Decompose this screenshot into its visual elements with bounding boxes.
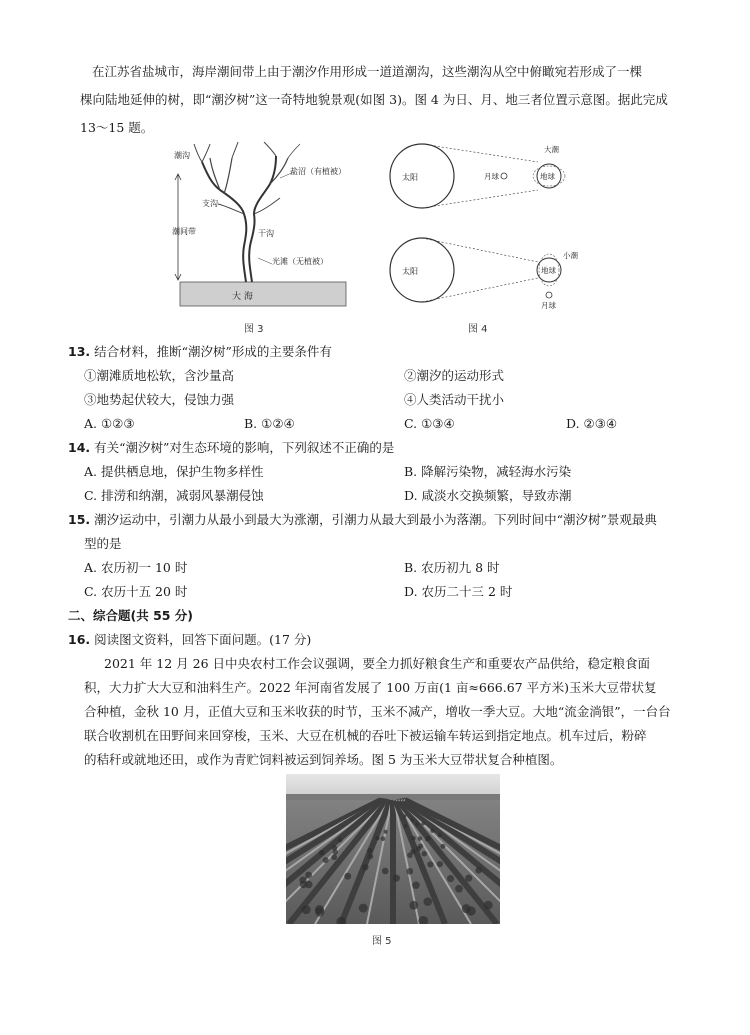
soybean-plant (440, 844, 445, 849)
soybean-plant (467, 906, 476, 915)
label-main-creek: 干沟 (258, 229, 274, 238)
soybean-plant (382, 868, 389, 875)
question-14-stem: 有关“潮汐树”对生态环境的影响，下列叙述不正确的是 (94, 440, 395, 455)
question-15 (68, 510, 657, 530)
figure-3-tidal-tree (172, 140, 352, 320)
sun-top (390, 144, 454, 208)
soybean-plant (407, 852, 413, 858)
soybean-plant (438, 833, 442, 837)
figure-3-caption: 图 3 (244, 324, 264, 335)
q16-para-line-3: 合种植，金秋 10 月，正值大豆和玉米收获的时节，玉米不减产，增收一季大豆。大地“流金淌银”，一台台 (84, 704, 671, 719)
q13-item-2: ②潮汐的运动形式 (404, 368, 505, 383)
tide-top-label: 大潮 (544, 145, 559, 154)
soybean-plant (447, 875, 454, 882)
soybean-plant (403, 814, 406, 817)
q15-option-b[interactable]: B. 农历初九 8 时 (404, 560, 500, 575)
soybean-plant (404, 824, 408, 828)
earth-top-label: 地球 (540, 172, 555, 181)
soybean-plant (331, 854, 337, 860)
soybean-plant (475, 867, 482, 874)
soybean-plant (423, 897, 432, 906)
soybean-plant (393, 875, 400, 882)
soybean-plant (465, 875, 472, 882)
moon-top-label: 月球 (484, 172, 499, 181)
label-tidal-creek: 潮沟 (174, 151, 190, 160)
q13-item-4: ④人类活动干扰小 (404, 392, 505, 407)
question-15-number: 15. (68, 512, 91, 527)
soybean-plant (415, 822, 419, 826)
soybean-plant (409, 901, 418, 910)
moon-top (501, 173, 507, 179)
q13-option-a[interactable]: A. ①②③ (84, 416, 135, 431)
question-15-stem-2: 型的是 (84, 536, 122, 551)
soybean-plant (418, 844, 423, 849)
q13-option-d[interactable]: D. ②③④ (566, 416, 618, 431)
tide-bottom-label: 小潮 (563, 251, 578, 260)
label-intertidal: 潮间带 (172, 227, 196, 236)
soybean-plant (430, 829, 434, 833)
q15-option-a[interactable]: A. 农历初一 10 时 (84, 560, 188, 575)
label-sea: 大 海 (232, 292, 253, 302)
soybean-plant (302, 905, 311, 914)
soybean-plant (338, 838, 343, 843)
soybean-plant (381, 836, 386, 841)
intro-line-1: 在江苏省盐城市，海岸潮间带上由于潮汐作用形成一道道潮沟，这些潮沟从空中俯瞰宛若形成了一棵 (92, 64, 643, 79)
soybean-plant (305, 872, 312, 879)
q14-option-b[interactable]: B. 降解污染物，减轻海水污染 (404, 464, 572, 479)
figure-5-caption: 图 5 (372, 936, 392, 947)
label-branch-creek: 支沟 (202, 199, 218, 208)
soybean-plant (406, 868, 413, 875)
q16-para-line-2: 积，大力扩大大豆和油料生产。2022 年河南省发展了 100 万亩(1 亩≈666.67 平方米)玉米大豆带状复 (84, 680, 657, 695)
soybean-plant (412, 881, 420, 889)
question-16-number: 16. (68, 632, 91, 647)
question-16 (68, 630, 311, 650)
soybean-plant (367, 848, 372, 853)
soybean-plant (417, 836, 422, 841)
soybean-plant (319, 850, 324, 855)
moon-bottom-label: 月球 (541, 301, 556, 310)
soybean-plant (375, 836, 380, 841)
q15-option-c[interactable]: C. 农历十五 20 时 (84, 584, 188, 599)
question-14 (68, 438, 394, 458)
soybean-plant (384, 830, 388, 834)
question-15-stem-1: 潮汐运动中，引潮力从最小到最大为涨潮，引潮力从最大到最小为落潮。下列时间中“潮汐树”景观最典 (94, 512, 657, 527)
q16-para-line-4: 联合收割机在田野间来回穿梭，玉米、大豆在机械的吞吐下被运输车转运到指定地点。机车过后，粉碎 (84, 728, 647, 743)
sun-bottom-label: 太阳 (402, 267, 418, 276)
sea-block (180, 282, 346, 306)
section-2-heading: 二、综合题(共 55 分) (68, 608, 194, 623)
sun-bottom (390, 238, 454, 302)
question-13-number: 13. (68, 344, 91, 359)
label-mudflat: 光滩（无植被） (272, 257, 328, 266)
soybean-plant (426, 836, 431, 841)
question-14-number: 14. (68, 440, 91, 455)
soybean-plant (421, 822, 425, 826)
soybean-plant (411, 819, 414, 822)
intro-line-3: 13～15 题。 (80, 120, 154, 135)
question-13-stem: 结合材料，推断“潮汐树”形成的主要条件有 (94, 344, 332, 359)
label-salt-marsh: 盐沼（有植被） (290, 167, 346, 176)
question-13 (68, 342, 332, 362)
soybean-plant (315, 907, 324, 916)
soybean-plant (362, 864, 368, 870)
main-creek-line (202, 162, 246, 282)
soybean-plant (368, 854, 374, 860)
q14-option-c[interactable]: C. 排涝和纳潮，减弱风暴潮侵蚀 (84, 488, 264, 503)
q13-item-3: ③地势起伏较大，侵蚀力强 (84, 392, 235, 407)
figure-5-field-photo (286, 774, 500, 924)
soybean-plant (299, 877, 306, 884)
soybean-plant (323, 857, 329, 863)
q16-para-line-1: 2021 年 12 月 26 日中央农村工作会议强调，要全力抓好粮食生产和重要农产品供给，稳定粮食面 (104, 656, 650, 671)
moon-bottom (546, 292, 552, 298)
soybean-plant (344, 873, 351, 880)
soybean-plant (455, 885, 463, 893)
q13-option-c[interactable]: C. ①③④ (404, 416, 455, 431)
figure-4-caption: 图 4 (468, 324, 488, 335)
soybean-plant (437, 861, 443, 867)
soybean-plant (411, 836, 416, 841)
q13-item-1: ①潮滩质地松软，含沙量高 (84, 368, 235, 383)
earth-bottom-label: 地球 (541, 266, 556, 275)
q14-option-d[interactable]: D. 咸淡水交换频繁，导致赤潮 (404, 488, 572, 503)
soybean-plant (332, 845, 337, 850)
figure-4-sun-moon-earth (388, 140, 578, 315)
soybean-plant (359, 904, 368, 913)
question-16-stem: 阅读图文资料，回答下面问题。(17 分) (94, 632, 312, 647)
sun-top-label: 太阳 (402, 173, 418, 182)
q14-option-a[interactable]: A. 提供栖息地，保护生物多样性 (84, 464, 264, 479)
soybean-plant (484, 901, 493, 910)
soybean-plant (422, 851, 428, 857)
q13-option-b[interactable]: B. ①②④ (244, 416, 295, 431)
intro-line-2: 棵向陆地延伸的树，即“潮汐树”这一奇特地貌景观(如图 3)。图 4 为日、月、地三者位置示意图。据此完成 (80, 92, 668, 107)
q15-option-d[interactable]: D. 农历二十三 2 时 (404, 584, 513, 599)
soybean-plant (427, 861, 433, 867)
q16-para-line-5: 的秸秆或就地还田，或作为青贮饲料被运到饲养场。图 5 为玉米大豆带状复合种植图。 (84, 752, 563, 767)
